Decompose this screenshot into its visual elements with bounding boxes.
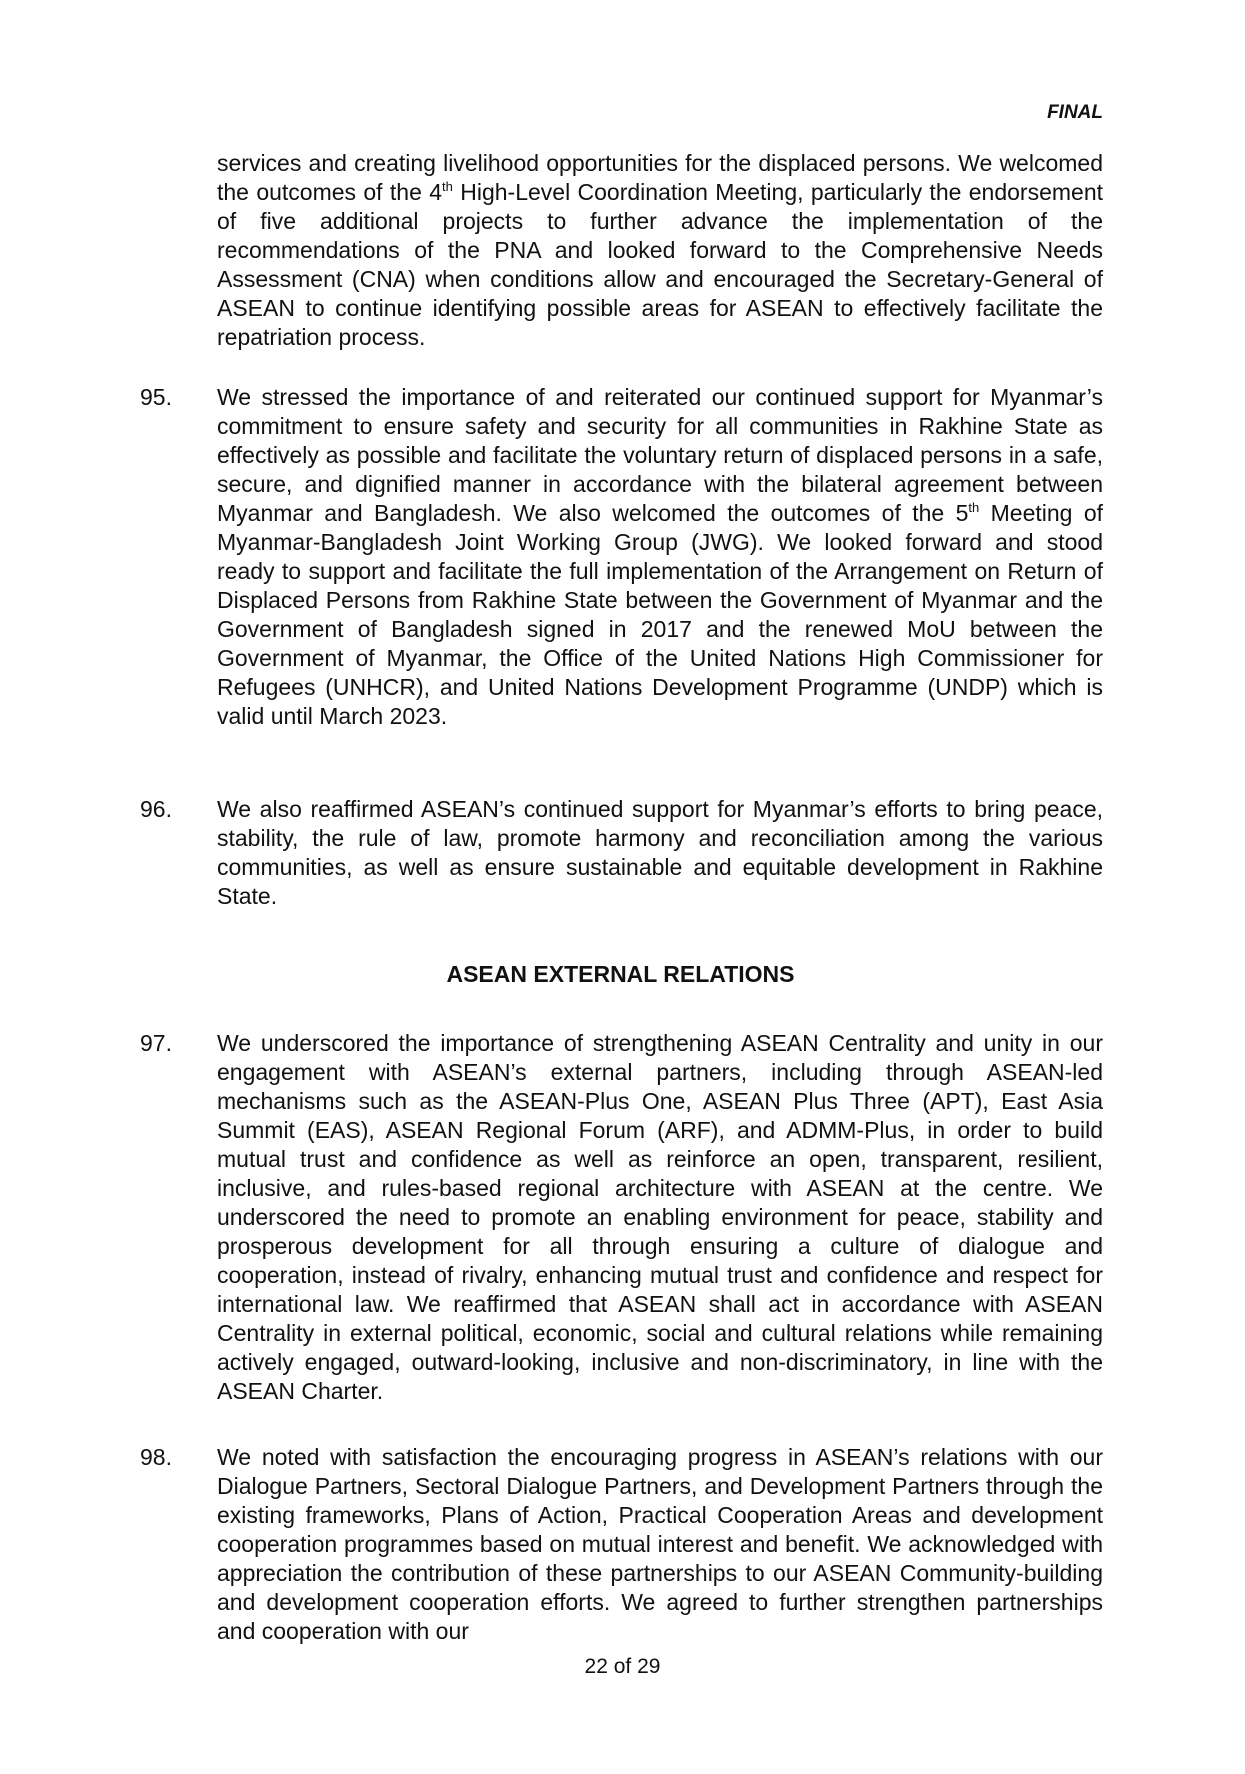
paragraph-number: 95.	[140, 384, 172, 410]
continued-paragraph-text-2: High-Level Coordination Meeting, particularly the endorsement of five additional projects to further advance the implementation of the recommendations of the PNA and looked forward to the Comprehensive Needs Assessment (CNA) when conditions allow and encouraged the Secretary-General of ASEAN to continue identifying possible areas for ASEAN to effectively facilitate the repatriation process.	[217, 179, 1103, 350]
paragraph-body: We underscored the importance of strengthening ASEAN Centrality and unity in our engagement with ASEAN’s external partners, including through ASEAN-led mechanisms such as the ASEAN-Plus One, ASEAN Plus Three (APT), East Asia Summit (EAS), ASEAN Regional Forum (ARF), and ADMM-Plus, in order to build mutual trust and confidence as well as reinforce an open, transparent, resilient, inclusive, and rules-based regional architecture with ASEAN at the centre. We underscored the need to promote an enabling environment for peace, stability and prosperous development for all through ensuring a culture of dialogue and cooperation, instead of rivalry, enhancing mutual trust and confidence and respect for international law. We reaffirmed that ASEAN shall act in accordance with ASEAN Centrality in external political, economic, social and cultural relations while remaining actively engaged, outward-looking, inclusive and non-discriminatory, in line with the ASEAN Charter.	[217, 1030, 1103, 1404]
paragraph-body	[217, 383, 1103, 731]
section-heading	[0, 960, 1245, 989]
paragraph-97	[140, 1029, 1103, 1406]
paragraph-96	[140, 795, 1103, 911]
paragraph-98	[140, 1443, 1103, 1646]
paragraph-text-2: Meeting of Myanmar-Bangladesh Joint Working Group (JWG). We looked forward and stood ready to support and facilitate the full implementation of the Arrangement on Return of Displaced Persons from Rakhine State between the Government of Myanmar and the Government of Bangladesh signed in 2017 and the renewed MoU between the Government of Myanmar, the Office of the United Nations High Commissioner for Refugees (UNHCR), and United Nations Development Programme (UNDP) which is valid until March 2023.	[217, 500, 1104, 729]
continued-paragraph	[217, 149, 1103, 352]
section-heading-text: ASEAN EXTERNAL RELATIONS	[446, 961, 795, 987]
paragraph-number: 98.	[140, 1444, 172, 1470]
ordinal-superscript: th	[968, 500, 980, 515]
paragraph-text-1: We stressed the importance of and reiterated our continued support for Myanmar’s commitment to ensure safety and security for all communities in Rakhine State as effectively as possible and facilitate the voluntary return of displaced persons in a safe, secure, and dignified manner in accordance with the bilateral agreement between Myanmar and Bangladesh. We also welcomed the outcomes of the 5	[217, 384, 1103, 526]
ordinal-superscript: th	[442, 179, 453, 194]
continued-paragraph-text-1: services and creating livelihood opportunities for the displaced persons. We welcomed the outcomes of the 4	[217, 150, 1103, 205]
paragraph-number: 97.	[140, 1030, 172, 1056]
paragraph-number: 96.	[140, 796, 172, 822]
paragraph-95	[140, 383, 1103, 731]
page-number: 22 of 29	[584, 1655, 661, 1678]
document-status-mark: FINAL	[1047, 102, 1103, 123]
paragraph-body: We also reaffirmed ASEAN’s continued support for Myanmar’s efforts to bring peace, stability, the rule of law, promote harmony and reconciliation among the various communities, as well as ensure sustainable and equitable development in Rakhine State.	[217, 796, 1103, 909]
paragraph-body: We noted with satisfaction the encouraging progress in ASEAN’s relations with our Dialogue Partners, Sectoral Dialogue Partners, and Development Partners through the existing frameworks, Plans of Action, Practical Cooperation Areas and development cooperation programmes based on mutual interest and benefit. We acknowledged with appreciation the contribution of these partnerships to our ASEAN Community-building and development cooperation efforts. We agreed to further strengthen partnerships and cooperation with our	[217, 1444, 1103, 1644]
